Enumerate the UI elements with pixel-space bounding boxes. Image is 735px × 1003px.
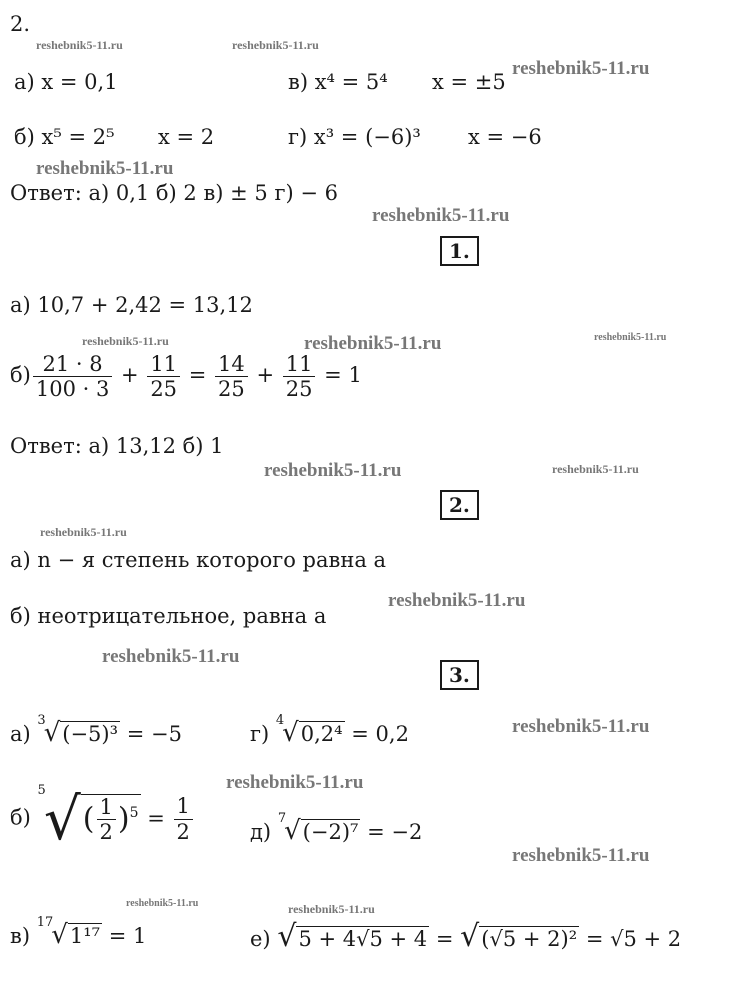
- exercise-number-box: 1.: [440, 236, 479, 266]
- watermark: reshebnik5-11.ru: [552, 462, 639, 476]
- item-label: б): [10, 363, 31, 388]
- item-label: д): [250, 820, 272, 844]
- result: = 0,2: [351, 722, 409, 746]
- root-index: 4: [275, 713, 285, 728]
- watermark: reshebnik5-11.ru: [512, 716, 650, 737]
- root-index: 7: [277, 811, 287, 826]
- radical: $^7$√(−2)⁷: [277, 811, 359, 846]
- denominator: 2: [176, 819, 190, 844]
- watermark: reshebnik5-11.ru: [102, 646, 240, 667]
- item-b-left: б) x⁵ = 2⁵: [14, 125, 115, 149]
- result: = −5: [126, 722, 182, 746]
- answer-line: Ответ: а) 13,12 б) 1: [10, 434, 224, 458]
- numerator: 14: [215, 352, 248, 377]
- result: = −2: [367, 820, 423, 844]
- answer-line: Ответ: а) 0,1 б) 2 в) ± 5 г) − 6: [10, 181, 338, 205]
- watermark: reshebnik5-11.ru: [232, 38, 319, 52]
- ex3-item-d: [250, 811, 423, 846]
- result: = 1: [324, 363, 362, 388]
- exercise-number-box: 2.: [440, 490, 479, 520]
- item-a: а) x = 0,1: [14, 70, 118, 94]
- ex1-line-a: а) 10,7 + 2,42 = 13,12: [10, 293, 253, 317]
- numerator: 21 · 8: [33, 352, 112, 377]
- operator: =: [435, 927, 454, 951]
- item-v-right: x = ±5: [432, 70, 506, 94]
- ex3-item-g: [250, 713, 409, 748]
- ex2-line-a: а) n − я степень которого равна a: [10, 548, 387, 572]
- radicand: (√5 + 2)²: [481, 927, 578, 951]
- watermark: reshebnik5-11.ru: [512, 845, 650, 866]
- watermark: reshebnik5-11.ru: [594, 332, 667, 343]
- watermark: reshebnik5-11.ru: [36, 158, 174, 179]
- item-label: б): [10, 805, 31, 830]
- radicand: 5 + 4√5 + 4: [298, 927, 428, 951]
- numerator: 1: [97, 795, 116, 820]
- radicand: (−2)⁷: [302, 820, 359, 844]
- watermark: reshebnik5-11.ru: [388, 590, 526, 611]
- result: = 1: [108, 924, 147, 948]
- fraction: [283, 352, 316, 401]
- radical: √(√5 + 2)²: [460, 919, 578, 954]
- watermark: reshebnik5-11.ru: [36, 38, 123, 52]
- watermark: reshebnik5-11.ru: [126, 898, 199, 909]
- item-v-left: в) x⁴ = 5⁴: [288, 70, 388, 94]
- ex2-line-b: б) неотрицательное, равна a: [10, 604, 327, 628]
- ex3-item-b: б) $^5$√( $\frac{1}{2}$ )$^5$ = $\frac{1}{2}$: [10, 790, 195, 848]
- exercise-number-box: 3.: [440, 660, 479, 690]
- denominator: 25: [285, 377, 313, 402]
- watermark: reshebnik5-11.ru: [226, 772, 364, 793]
- radical: $^4$√0,2⁴: [275, 713, 343, 748]
- item-label: в): [10, 924, 31, 948]
- root-index: 17: [36, 915, 54, 930]
- operator: =: [188, 363, 207, 388]
- ex1-line-b: [10, 352, 362, 401]
- radicand: 1¹⁷: [69, 924, 101, 948]
- ex3-item-a: [10, 713, 182, 748]
- numerator: 11: [147, 352, 180, 377]
- operator: +: [121, 363, 139, 388]
- item-b-right: x = 2: [158, 125, 215, 149]
- watermark: reshebnik5-11.ru: [304, 333, 442, 354]
- watermark: reshebnik5-11.ru: [288, 902, 375, 916]
- watermark: reshebnik5-11.ru: [512, 58, 650, 79]
- exponent: 5: [129, 805, 139, 821]
- denominator: 25: [218, 377, 245, 402]
- watermark: reshebnik5-11.ru: [372, 205, 510, 226]
- denominator: 25: [150, 377, 178, 402]
- item-label: е): [250, 927, 271, 951]
- watermark: reshebnik5-11.ru: [264, 460, 402, 481]
- radicand: (−5)³: [62, 722, 119, 746]
- numerator: 11: [283, 352, 316, 377]
- ex3-item-v: [10, 915, 147, 950]
- radical: $^5$√( $\frac{1}{2}$ )$^5$: [37, 783, 139, 853]
- fraction: [97, 795, 116, 844]
- root-index: 3: [37, 713, 46, 728]
- fraction: [174, 794, 193, 843]
- item-g-right: x = −6: [468, 125, 542, 149]
- item-g-left: г) x³ = (−6)³: [288, 125, 421, 149]
- watermark: reshebnik5-11.ru: [40, 525, 127, 539]
- denominator: 2: [99, 820, 113, 844]
- item-label: г): [250, 722, 270, 746]
- fraction: [33, 352, 112, 401]
- fraction: [215, 352, 248, 401]
- result: = √5 + 2: [585, 927, 682, 951]
- radical: $^3$√(−5)³: [37, 713, 119, 748]
- root-index: 5: [37, 783, 46, 798]
- watermark: reshebnik5-11.ru: [82, 334, 169, 348]
- operator: +: [256, 363, 275, 388]
- task-number: 2.: [10, 12, 31, 36]
- radicand: 0,2⁴: [300, 722, 343, 746]
- radical: $^{17}$√1¹⁷: [36, 915, 101, 950]
- fraction: [147, 352, 180, 401]
- numerator: 1: [174, 794, 193, 819]
- ex3-item-e: [250, 919, 682, 954]
- item-label: а): [10, 722, 31, 746]
- denominator: 100 · 3: [35, 377, 110, 402]
- radical: √5 + 4√5 + 4: [277, 919, 428, 954]
